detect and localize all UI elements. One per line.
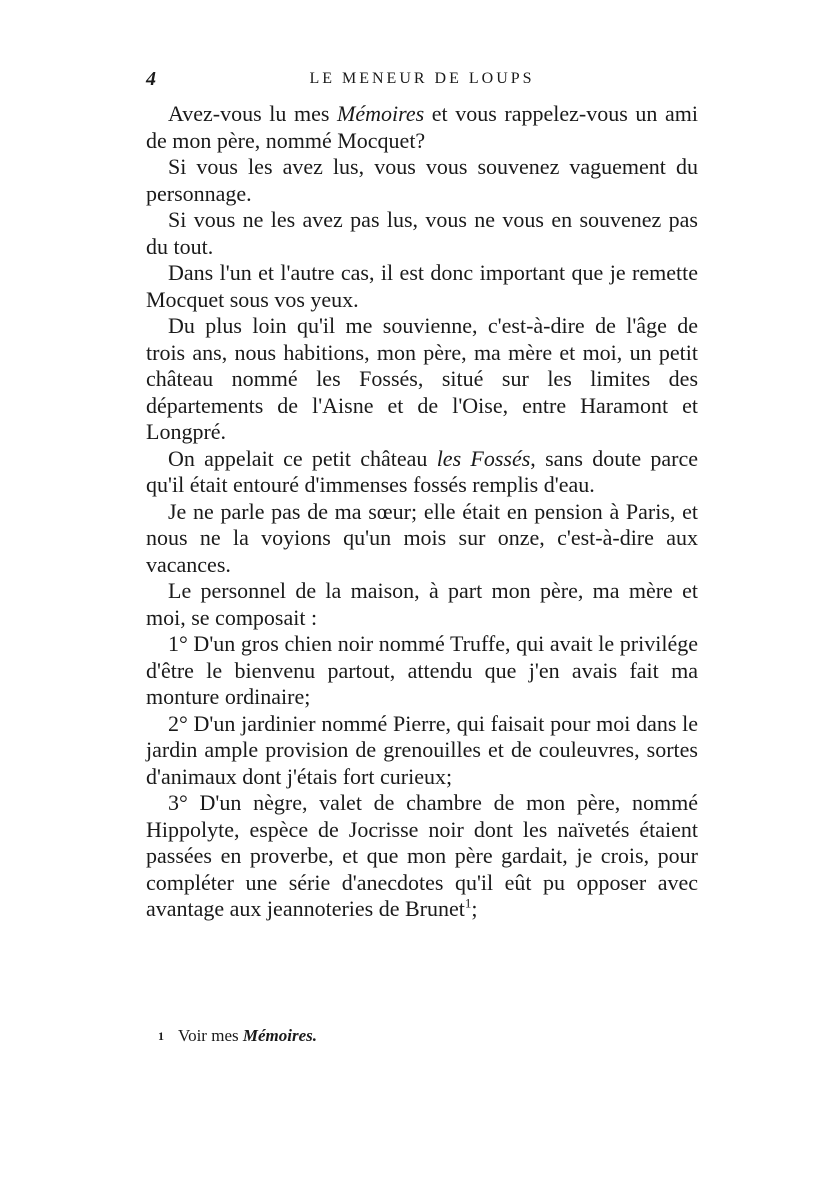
paragraph-2: Si vous les avez lus, vous vous souvenez vaguement du personnage. — [146, 154, 698, 206]
paragraph-5: Du plus loin qu'il me souvienne, c'est-à-dire de l'âge de trois ans, nous habitions, mon père, ma mère et moi, un petit château nommé les Fossés, situé sur les limites des départements de l'Aisne et de l'Oise, entre Haramont et Longpré. — [146, 313, 698, 444]
paragraph-6 — [146, 446, 698, 499]
footnote-text: Voir mes — [178, 1026, 243, 1045]
paragraph-6-text-a: On appelait ce petit château — [168, 445, 437, 471]
paragraph-1-text-a: Avez-vous lu mes — [168, 101, 338, 126]
paragraph-7: Je ne parle pas de ma sœur; elle était en pension à Paris, et nous ne la voyions qu'un mois sur onze, c'est-à-dire aux vacances. — [146, 498, 698, 577]
running-title: LE MENEUR DE LOUPS — [309, 70, 535, 87]
paragraph-10: 2° D'un jardinier nommé Pierre, qui faisait pour moi dans le jardin ample provision de grenouilles et de couleuvres, sortes d'animaux dont j'étais fort curieux; — [146, 710, 698, 789]
paragraph-6-italic: les Fossés — [436, 445, 531, 471]
paragraph-9: 1° D'un gros chien noir nommé Truffe, qui avait le privilége d'être le bienvenu partout, attendu que j'en avais fait ma monture ordinaire; — [146, 631, 698, 709]
body-text — [146, 101, 698, 923]
paragraph-1-italic: Mémoires — [337, 101, 425, 126]
page-number: 4 — [146, 68, 156, 90]
paragraph-3: Si vous ne les avez pas lus, vous ne vous en souvenez pas du tout. — [146, 207, 698, 259]
paragraph-1 — [146, 101, 698, 154]
running-head — [146, 68, 698, 92]
footnote — [158, 1025, 698, 1047]
footnote-mark: 1 — [158, 1029, 164, 1043]
paragraph-4: Dans l'un et l'autre cas, il est donc important que je remette Mocquet sous vos yeux. — [146, 260, 698, 312]
paragraph-11-text-a: 3° D'un nègre, valet de chambre de mon père, nommé Hippolyte, espèce de Jocrisse noir dont les naïvetés étaient passées en proverbe, et que mon père gardait, je crois, pour compléter une série d'anecdotes qu'il eût pu opposer avec avantage aux jeannoteries de Brunet — [146, 790, 698, 921]
paragraph-8: Le personnel de la maison, à part mon père, ma mère et moi, se composait : — [146, 578, 698, 630]
paragraph-11 — [146, 790, 698, 923]
paragraph-1-text-b: et vous rappelez-vous un ami de mon père, nommé Mocquet? — [146, 101, 698, 153]
paragraph-11-text-b: ; — [471, 896, 478, 921]
paragraph-6-text-b: , sans doute parce qu'il était entouré d'immenses fossés remplis d'eau. — [146, 445, 698, 497]
footnote-reference: 1 — [464, 895, 472, 911]
footnote-italic: Mémoires. — [242, 1026, 317, 1045]
